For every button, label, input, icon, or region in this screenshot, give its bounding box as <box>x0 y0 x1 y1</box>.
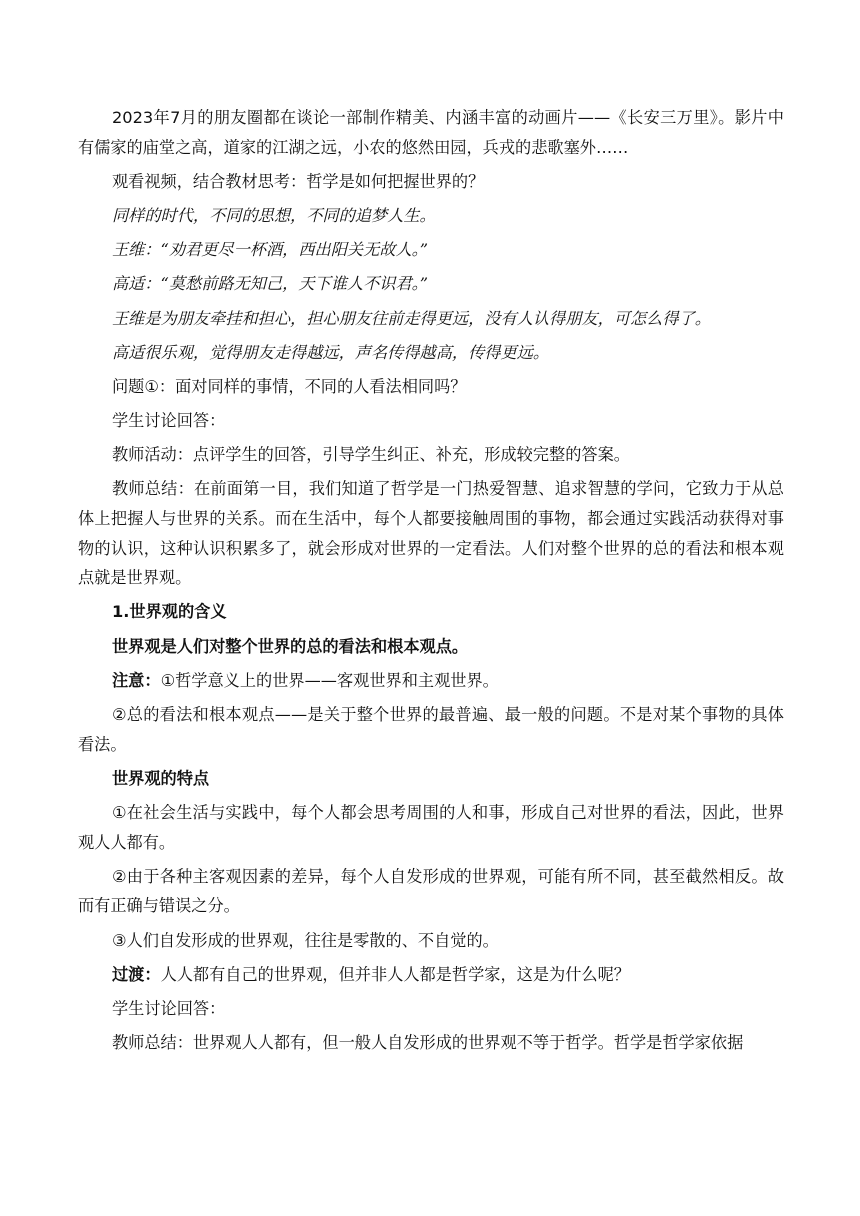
note-second-point: ②总的看法和根本观点——是关于整个世界的最普遍、最一般的问题。不是对某个事物的具体看法。 <box>78 705 784 754</box>
feature-three: ③人们自发形成的世界观，往往是零散的、不自觉的。 <box>112 930 499 950</box>
quote-intro: 同样的时代，不同的思想，不同的追梦人生。 <box>112 205 436 225</box>
transition-text: 人人都有自己的世界观，但并非人人都是哲学家，这是为什么呢？ <box>160 964 630 984</box>
note-text: ①哲学意义上的世界——客观世界和主观世界。 <box>160 670 499 690</box>
wangwei-quote: 王维：“劝君更尽一杯酒，西出阳关无故人。” <box>112 240 429 260</box>
teacher-activity: 教师活动：点评学生的回答，引导学生纠正、补充，形成较完整的答案。 <box>112 445 630 465</box>
intro-paragraph: 2023年7月的朋友圈都在谈论一部制作精美、内涵丰富的动画片——《长安三万里》。影片中有儒家的庙堂之高，道家的江湖之远，小农的悠然田园，兵戎的悲歌塞外…… <box>78 108 784 157</box>
teacher-summary-second: 教师总结：世界观人人都有，但一般人自发形成的世界观不等于哲学。哲学是哲学家依据 <box>112 1033 744 1053</box>
task-prompt: 观看视频，结合教材思考：哲学是如何把握世界的？ <box>112 171 485 191</box>
feature-two: ②由于各种主客观因素的差异，每个人自发形成的世界观，可能有所不同，甚至截然相反。故而有正确与错误之分。 <box>78 866 784 916</box>
gaoshi-quote: 高适：“莫愁前路无知己，天下谁人不识君。” <box>112 274 429 294</box>
document-body <box>78 103 784 1062</box>
student-discussion-second: 学生讨论回答： <box>112 998 226 1018</box>
teacher-summary: 教师总结：在前面第一目，我们知道了哲学是一门热爱智慧、追求智慧的学问，它致力于从总体上把握人与世界的关系。而在生活中，每个人都要接触周围的事物，都会通过实践活动获得对事物的认识，这种认识积累多了，就会形成对世界的一定看法。人们对整个世界的总的看法和根本观点就是世界观。 <box>78 479 784 588</box>
note-paragraph <box>78 666 784 696</box>
worldview-definition: 世界观是人们对整个世界的总的看法和根本观点。 <box>112 636 469 656</box>
student-discussion: 学生讨论回答： <box>112 411 226 431</box>
feature-one: ①在社会生活与实践中，每个人都会思考周围的人和事，形成自己对世界的看法，因此，世界观人人都有。 <box>78 802 784 852</box>
note-label: 注意： <box>112 670 161 690</box>
transition-label: 过渡： <box>112 964 161 984</box>
question-one: 问题①：面对同样的事情，不同的人看法相同吗？ <box>112 376 467 396</box>
wangwei-analysis: 王维是为朋友牵挂和担心，担心朋友往前走得更远，没有人认得朋友，可怎么得了。 <box>112 308 711 328</box>
section-heading-worldview-features: 世界观的特点 <box>112 768 210 788</box>
transition-paragraph <box>78 960 784 990</box>
section-heading-worldview-meaning: 1.世界观的含义 <box>112 602 227 622</box>
gaoshi-analysis: 高适很乐观，觉得朋友走得越远，声名传得越高，传得更远。 <box>112 342 550 362</box>
